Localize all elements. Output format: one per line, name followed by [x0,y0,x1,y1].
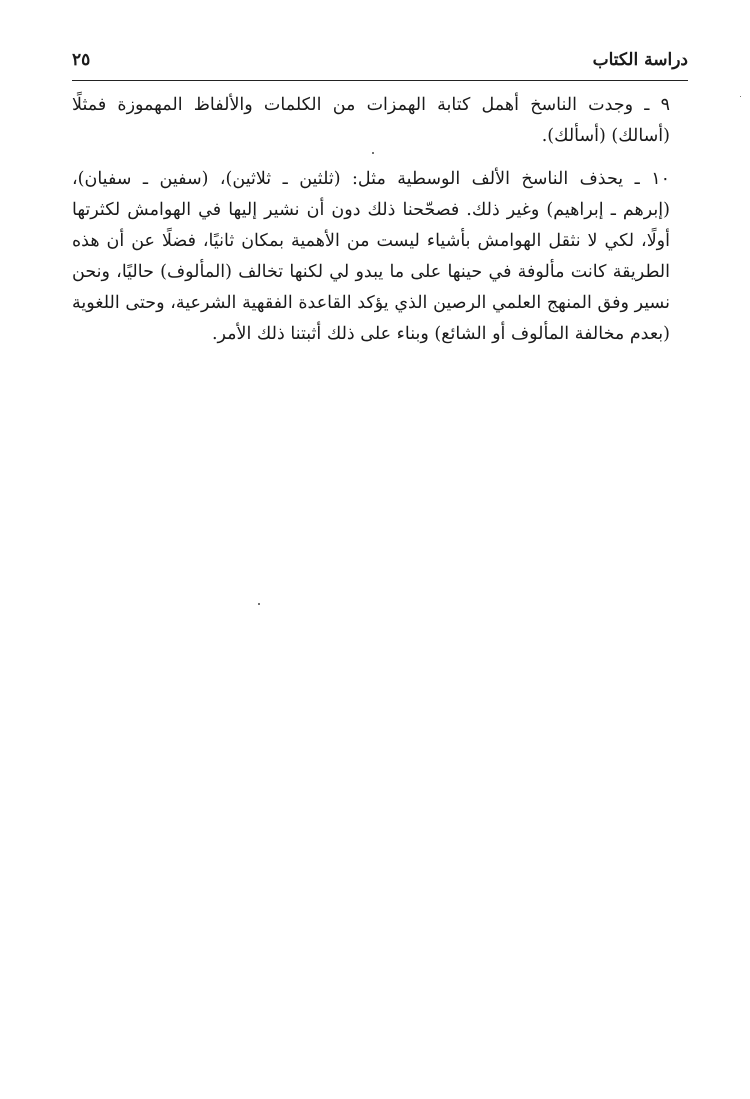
text-line: أولًا، لكي لا نثقل الهوامش بأشياء ليست من الأهمية بمكان ثانيًا، فضلًا عن أن هذه [72,231,670,251]
text-line: ١٠ ـ يحذف الناسخ الألف الوسطية مثل: (ثلثين ـ ثلاثين)، (سفين ـ سفيان)، [72,169,670,189]
running-title: دراسة الكتاب [592,50,688,70]
scan-speck [740,96,741,97]
scan-speck [258,603,260,605]
text-line: ٩ ـ وجدت الناسخ أهمل كتابة الهمزات من الكلمات والألفاظ المهموزة فمثلًا [72,95,670,115]
page-header [72,46,688,81]
text-line: (أسالك) (أسألك). [541,126,670,146]
paragraph-9 [72,90,688,152]
text-line: الطريقة كانت مألوفة في حينها على ما يبدو لي لكنها تخالف (المألوف) حاليًا، ونحن [72,262,670,282]
page-body [72,90,688,350]
text-line: نسير وفق المنهج العلمي الرصين الذي يؤكد القاعدة الفقهية الشرعية، وحتى اللغوية [72,293,670,313]
text-line: (بعدم مخالفة المألوف أو الشائع) وبناء على ذلك أثبتنا ذلك الأمر. [211,324,670,344]
paragraph-10 [72,164,688,350]
scan-speck [372,152,374,154]
text-line: (إبرهم ـ إبراهيم) وغير ذلك. فصحّحنا ذلك دون أن نشير إليها في الهوامش لكثرتها [72,200,670,220]
page-number: ٢٥ [72,50,91,70]
